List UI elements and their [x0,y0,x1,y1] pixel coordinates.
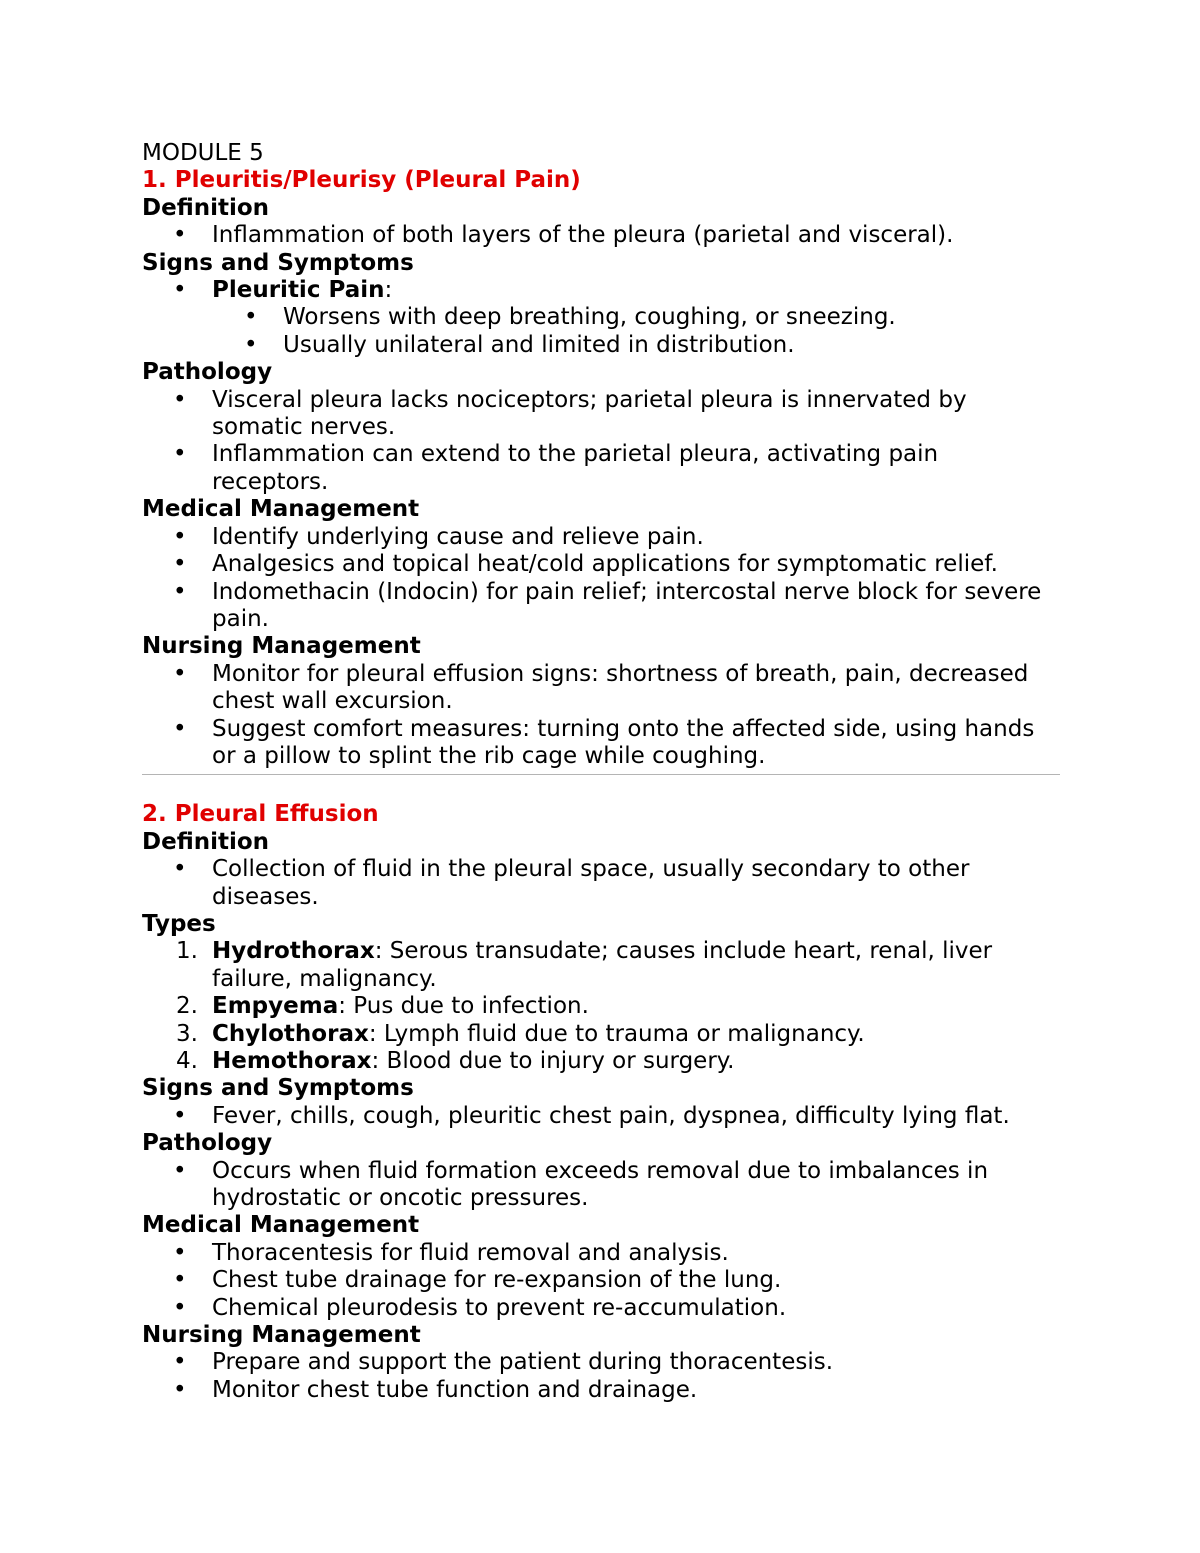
section-divider [142,774,1060,775]
medical-management-heading: Medical Management [142,496,420,523]
list-item [142,938,1060,993]
signs-list [142,1103,1060,1130]
list-item: • Inflammation of both layers of the pleura (parietal and visceral). [142,222,1060,249]
list-item [142,1021,1060,1048]
module-label: MODULE 5 [142,140,264,166]
list-item: • Chemical pleurodesis to prevent re-accumulation. [142,1295,1060,1322]
definition-heading: Definition [142,194,270,221]
list-item: • Monitor chest tube function and drainage. [142,1377,1060,1404]
medical-management-heading: Medical Management [142,1212,420,1239]
type-description: : Serous transudate; causes include heart, renal, liver failure, malignancy. [212,938,993,992]
nursing-management-list [142,661,1060,771]
list-item: • Collection of fluid in the pleural space, usually secondary to other diseases. [142,856,1060,911]
type-name: Empyema [212,993,339,1020]
signs-heading: Signs and Symptoms [142,1075,414,1102]
list-item: • Analgesics and topical heat/cold applications for symptomatic relief. [142,551,1060,578]
type-name: Hydrothorax [212,938,375,965]
section-title: 1. Pleuritis/Pleurisy (Pleural Pain) [142,167,581,194]
definition-list [142,222,1060,249]
nursing-management-heading: Nursing Management [142,1322,421,1349]
pathology-heading: Pathology [142,359,273,386]
pathology-heading: Pathology [142,1130,273,1157]
type-name: Hemothorax [212,1048,372,1074]
list-item: • Thoracentesis for fluid removal and analysis. [142,1240,1060,1267]
types-list [142,938,1060,1075]
nursing-management-list [142,1349,1060,1404]
medical-management-list [142,1240,1060,1322]
signs-sublist [142,304,1060,359]
list-number: 2. [176,993,198,1020]
list-item: • Identify underlying cause and relieve pain. [142,524,1060,551]
pathology-list [142,387,1060,497]
list-item [142,1048,1060,1075]
list-number: 1. [176,938,198,965]
list-item: • Indomethacin (Indocin) for pain relief; intercostal nerve block for severe pain. [142,579,1060,634]
signs-list [142,277,1060,304]
type-description: : Pus due to infection. [338,993,589,1020]
pleuritic-pain-label: Pleuritic Pain [212,277,385,304]
list-item: • Suggest comfort measures: turning onto the affected side, using hands or a pillow to splint the rib cage while coughing. [142,716,1060,771]
signs-heading: Signs and Symptoms [142,249,414,276]
label-suffix: : [384,277,393,304]
document-page [142,140,1060,1404]
section-title: 2. Pleural Effusion [142,801,379,828]
list-number: 4. [176,1048,198,1074]
definition-list [142,856,1060,911]
type-name: Chylothorax [212,1020,369,1047]
list-item: • Worsens with deep breathing, coughing, or sneezing. [142,304,1060,331]
type-description: : Blood due to injury or surgery. [371,1048,735,1074]
list-item [142,993,1060,1020]
list-item [142,277,1060,304]
pathology-list [142,1158,1060,1213]
list-item: • Inflammation can extend to the parietal pleura, activating pain receptors. [142,441,1060,496]
list-item: • Fever, chills, cough, pleuritic chest pain, dyspnea, difficulty lying flat. [142,1103,1060,1130]
nursing-management-heading: Nursing Management [142,633,421,660]
list-item: • Chest tube drainage for re-expansion of the lung. [142,1267,1060,1294]
list-item: • Prepare and support the patient during thoracentesis. [142,1349,1060,1376]
definition-heading: Definition [142,828,270,855]
type-description: : Lymph fluid due to trauma or malignancy. [368,1020,865,1047]
list-item: • Occurs when fluid formation exceeds removal due to imbalances in hydrostatic or oncotic pressures. [142,1158,1060,1213]
section-pleural-effusion [142,801,1060,1404]
list-number: 3. [176,1020,198,1047]
list-item: • Monitor for pleural effusion signs: shortness of breath, pain, decreased chest wall excursion. [142,661,1060,716]
medical-management-list [142,524,1060,634]
section-pleuritis [142,167,1060,770]
types-heading: Types [142,910,216,937]
list-item: • Visceral pleura lacks nociceptors; parietal pleura is innervated by somatic nerves. [142,387,1060,442]
list-item: • Usually unilateral and limited in distribution. [142,332,1060,359]
